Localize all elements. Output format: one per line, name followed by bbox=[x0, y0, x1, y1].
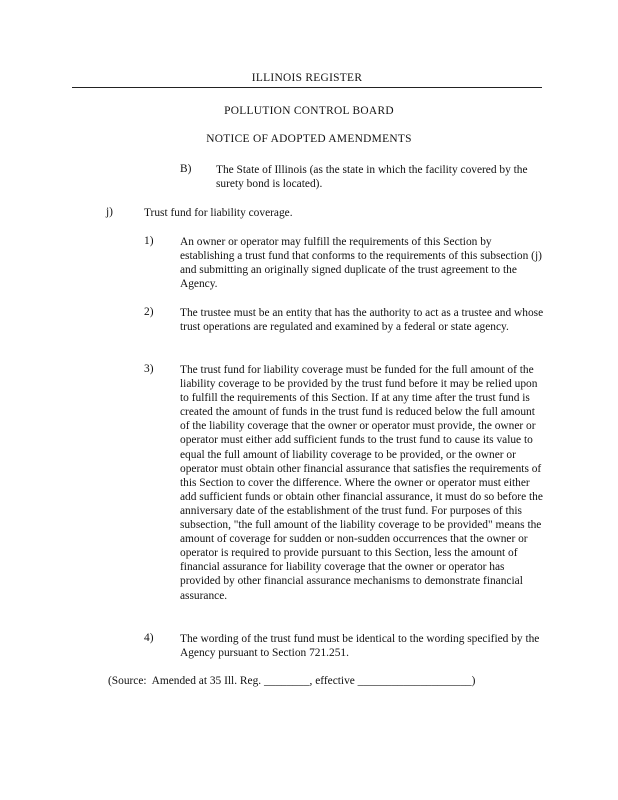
register-title: ILLINOIS REGISTER bbox=[251, 72, 363, 84]
sub-item-3-text: The trust fund for liability coverage must be funded for the full amount of the liability coverage to be provided by the trust fund before it may be relied upon to fulfill the requirements of this Section. If at any time after the trust fund is created the amount of funds in the trust fund is reduced below the full amount of the liability coverage that the owner or operator must provide, the owner or operator must either add sufficient funds to the trust fund to cause its value to equal the full amount of liability coverage to be provided, or the owner or operator must obtain other financial assurance that satisfies the requirements of this Section to cover the difference. Where the owner or operator must either add sufficient funds or obtain other financial assurance, it must do so before the anniversary date of the establishment of the trust fund. For purposes of this subsection, "the full amount of the liability coverage to be provided" means the amount of coverage for sudden or non-sudden occurrences that the owner or operator is required to provide pursuant to this Section, less the amount of financial assurance for liability coverage that the owner or operator has provided by other financial assurance mechanisms to demonstrate financial assurance. bbox=[180, 364, 543, 602]
item-j-text: Trust fund for liability coverage. bbox=[144, 207, 293, 219]
header-rule bbox=[72, 87, 542, 88]
sub-item-1-label: 1) bbox=[144, 235, 154, 247]
board-name: POLLUTION CONTROL BOARD bbox=[224, 105, 394, 117]
notice-title: NOTICE OF ADOPTED AMENDMENTS bbox=[206, 133, 412, 145]
sub-item-4-label: 4) bbox=[144, 632, 154, 644]
sub-item-3-label: 3) bbox=[144, 363, 154, 375]
item-b-label: B) bbox=[180, 163, 192, 175]
sub-item-2-text: The trustee must be an entity that has the authority to act as a trustee and whose trust operations are regulated and examined by a federal or state agency. bbox=[180, 307, 544, 334]
sub-item-2-label: 2) bbox=[144, 306, 154, 318]
source-note: (Source: Amended at 35 Ill. Reg. ________, effective ____________________) bbox=[108, 675, 476, 687]
item-j-label: j) bbox=[106, 206, 113, 218]
item-b-text: The State of Illinois (as the state in which the facility covered by the surety bond is located). bbox=[216, 164, 528, 191]
sub-item-4-text: The wording of the trust fund must be identical to the wording specified by the Agency pursuant to Section 721.251. bbox=[180, 633, 540, 660]
sub-item-1-text: An owner or operator may fulfill the requirements of this Section by establishing a trust fund that conforms to the requirements of this subsection (j) and submitting an originally signed duplicate of the trust agreement to the Agency. bbox=[180, 236, 542, 291]
